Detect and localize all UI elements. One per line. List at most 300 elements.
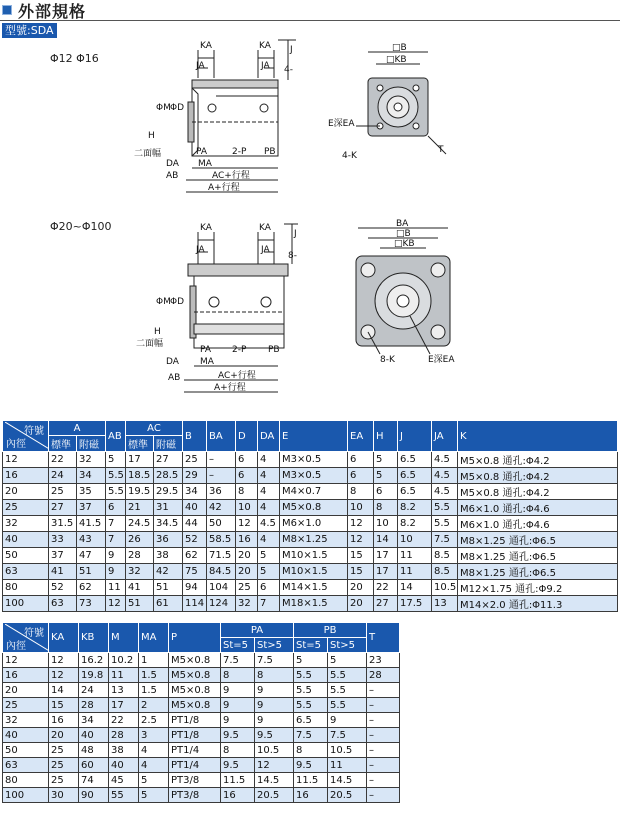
table-cell: 12 — [49, 653, 79, 668]
table-cell: PT3/8 — [169, 773, 221, 788]
table-cell: 4.5 — [432, 484, 458, 500]
table-cell: 5 — [106, 452, 126, 468]
dim-ma: MA — [198, 159, 212, 169]
table-cell: 6 — [106, 500, 126, 516]
table-cell: 37 — [77, 500, 106, 516]
dim-ab: AB — [168, 373, 181, 383]
corner-bore-label: 內徑 — [6, 439, 26, 450]
dim-2p: 2-P — [232, 345, 247, 355]
table-cell: 17 — [109, 698, 139, 713]
table-cell: 4 — [258, 452, 280, 468]
table-cell: 61 — [154, 596, 183, 612]
table-cell: M3×0.5 — [280, 468, 348, 484]
table-cell: 12 — [49, 668, 79, 683]
table-cell: 7 — [106, 532, 126, 548]
table-cell: 51 — [154, 580, 183, 596]
table-cell: 20 — [3, 484, 49, 500]
table-cell: 12 — [236, 516, 258, 532]
table-cell: 9.5 — [255, 728, 294, 743]
table-cell: – — [367, 713, 400, 728]
table-cell: M12×1.75 通孔:Φ9.2 — [458, 580, 618, 596]
dim-8k: 8-K — [380, 355, 395, 365]
table-cell: 28 — [79, 698, 109, 713]
table-row — [3, 484, 618, 500]
table-cell: 43 — [77, 532, 106, 548]
dim-j: J — [290, 45, 293, 55]
table-cell: 6.5 — [398, 484, 432, 500]
table-cell: 1.5 — [139, 683, 169, 698]
table-cell: 32 — [77, 452, 106, 468]
table-cell: 8 — [221, 743, 255, 758]
table-cell: 17 — [374, 564, 398, 580]
table-cell: M8×1.25 通孔:Φ6.5 — [458, 532, 618, 548]
table-cell: 7 — [106, 516, 126, 532]
table-cell: 10.5 — [328, 743, 367, 758]
col-ba: BA — [207, 421, 236, 452]
table-cell: M6×1.0 通孔:Φ4.6 — [458, 516, 618, 532]
table-cell: 33 — [49, 532, 77, 548]
bullet-square-icon — [2, 5, 12, 15]
dim-2p: 2-P — [232, 147, 247, 157]
table-cell: 25 — [49, 758, 79, 773]
dim-kb: □KB — [386, 55, 407, 65]
section-header — [2, 0, 86, 20]
table-cell: – — [367, 773, 400, 788]
table-cell: 22 — [374, 580, 398, 596]
table-cell: 5.5 — [106, 484, 126, 500]
table-cell: 28 — [109, 728, 139, 743]
table-cell: 1.5 — [139, 668, 169, 683]
dim-a-stroke: A+行程 — [208, 183, 240, 193]
table-cell: 14 — [398, 580, 432, 596]
table-cell: M10×1.5 — [280, 548, 348, 564]
table-cell: 38 — [154, 548, 183, 564]
table-cell: 28 — [367, 668, 400, 683]
table-cell: 62 — [77, 580, 106, 596]
table-cell: 114 — [183, 596, 207, 612]
dim-ka-right: KA — [259, 223, 271, 233]
table-cell: 6 — [258, 580, 280, 596]
corner-symbol-label: 符號 — [24, 627, 44, 639]
col-p: P — [169, 623, 221, 653]
table-cell: 23 — [367, 653, 400, 668]
table-cell: 4 — [258, 468, 280, 484]
table-cell: 12 — [3, 452, 49, 468]
table-cell: 6.5 — [294, 713, 328, 728]
table-cell: 5.5 — [328, 698, 367, 713]
table-cell: – — [207, 452, 236, 468]
table-cell: 50 — [3, 743, 49, 758]
dim-pa: PA — [196, 147, 208, 157]
table-cell: 37 — [49, 548, 77, 564]
table-cell: 11 — [328, 758, 367, 773]
col-pa-stgt5: St>5 — [255, 638, 294, 653]
table-cell: 9 — [221, 698, 255, 713]
dim-h: H — [148, 131, 155, 141]
table-cell: 34.5 — [154, 516, 183, 532]
table-cell: 84.5 — [207, 564, 236, 580]
table-cell: – — [367, 683, 400, 698]
table-cell: 20.5 — [328, 788, 367, 803]
table-cell: 51 — [126, 596, 154, 612]
table-cell: 9 — [255, 683, 294, 698]
table-cell: 25 — [3, 500, 49, 516]
spec-table-main-body — [3, 452, 618, 612]
table-cell: 9.5 — [221, 758, 255, 773]
table-cell: 40 — [109, 758, 139, 773]
table-cell: 16 — [3, 468, 49, 484]
table-cell: 9 — [255, 713, 294, 728]
table-cell: 11 — [106, 580, 126, 596]
col-pa-st5: St=5 — [221, 638, 255, 653]
dim-j-count: 4- — [284, 65, 293, 75]
table-cell: 4 — [139, 743, 169, 758]
table-cell: 8 — [294, 743, 328, 758]
table-cell: 5.5 — [294, 683, 328, 698]
table-cell: PT3/8 — [169, 788, 221, 803]
table-cell: 60 — [79, 758, 109, 773]
col-ka: KA — [49, 623, 79, 653]
dim-a-stroke: A+行程 — [214, 383, 246, 393]
table-cell: 8.2 — [398, 500, 432, 516]
table-cell: 3 — [139, 728, 169, 743]
table-cell: 8.2 — [398, 516, 432, 532]
table-cell: M14×2.0 通孔:Φ11.3 — [458, 596, 618, 612]
dim-pb: PB — [264, 147, 276, 157]
spec-table-secondary-body — [3, 653, 400, 803]
col-pa: PA — [221, 623, 294, 638]
table-cell: – — [367, 743, 400, 758]
table-cell: 80 — [3, 580, 49, 596]
table-cell: 58.5 — [207, 532, 236, 548]
table-cell: 24.5 — [126, 516, 154, 532]
table-cell: 50 — [3, 548, 49, 564]
table-row — [3, 743, 400, 758]
table-row — [3, 698, 400, 713]
table-cell: 22 — [49, 452, 77, 468]
table-cell: 8 — [221, 668, 255, 683]
table-cell: 12 — [348, 516, 374, 532]
page-title: 外部規格 — [18, 1, 87, 21]
table-cell: 40 — [79, 728, 109, 743]
table-cell: 6 — [236, 468, 258, 484]
table-cell: 8 — [255, 668, 294, 683]
table-row — [3, 653, 400, 668]
table-cell: 16 — [3, 668, 49, 683]
table-cell: PT1/4 — [169, 758, 221, 773]
table-cell: 45 — [109, 773, 139, 788]
table-cell: 9 — [328, 713, 367, 728]
table-cell: M5×0.8 — [169, 683, 221, 698]
table-cell: 19.8 — [79, 668, 109, 683]
table-cell: 5.5 — [106, 468, 126, 484]
table-cell: 13 — [432, 596, 458, 612]
table-cell: 41.5 — [77, 516, 106, 532]
corner-header — [3, 623, 49, 653]
col-d: D — [236, 421, 258, 452]
table-cell: 10 — [398, 532, 432, 548]
table-cell: 11 — [109, 668, 139, 683]
table-cell: 42 — [207, 500, 236, 516]
table-cell: 74 — [79, 773, 109, 788]
col-a-magnet: 附磁 — [77, 436, 106, 452]
table-cell: 10 — [348, 500, 374, 516]
table-cell: PT1/4 — [169, 743, 221, 758]
table-cell: 52 — [183, 532, 207, 548]
table-row — [3, 468, 618, 484]
table-cell: 38 — [109, 743, 139, 758]
table-cell: 28.5 — [154, 468, 183, 484]
col-pb-st5: St=5 — [294, 638, 328, 653]
dim-b: □B — [396, 229, 411, 239]
dim-e-depth-ea: E深EA — [428, 355, 455, 365]
table-row — [3, 516, 618, 532]
table-cell: 36 — [207, 484, 236, 500]
table-row — [3, 668, 400, 683]
label-two-flats: 二面幅 — [136, 339, 164, 349]
table-cell: 40 — [183, 500, 207, 516]
table-cell: 8.5 — [432, 548, 458, 564]
table-cell: 32 — [3, 713, 49, 728]
table-cell: 27 — [49, 500, 77, 516]
table-cell: 14 — [49, 683, 79, 698]
table-cell: 20 — [348, 580, 374, 596]
table-cell: 25 — [49, 743, 79, 758]
col-j: J — [398, 421, 432, 452]
table-cell: M18×1.5 — [280, 596, 348, 612]
table-cell: 44 — [183, 516, 207, 532]
table-cell: 17.5 — [398, 596, 432, 612]
table-cell: 71.5 — [207, 548, 236, 564]
dim-kb: □KB — [394, 239, 415, 249]
table-cell: 9 — [106, 564, 126, 580]
table-cell: 4 — [258, 532, 280, 548]
table-cell: 12 — [255, 758, 294, 773]
table-cell: 10.5 — [432, 580, 458, 596]
col-k: K — [458, 421, 618, 452]
table-cell: 63 — [3, 564, 49, 580]
table-cell: 29 — [183, 468, 207, 484]
table-cell: 42 — [154, 564, 183, 580]
table-cell: 18.5 — [126, 468, 154, 484]
table-cell: 6 — [236, 452, 258, 468]
dim-b: □B — [392, 43, 407, 53]
table-cell: 16.2 — [79, 653, 109, 668]
dim-ja-right: JA — [261, 61, 270, 71]
table-cell: 25 — [236, 580, 258, 596]
table-cell: 15 — [348, 548, 374, 564]
table-cell: 20 — [348, 596, 374, 612]
table-cell: 94 — [183, 580, 207, 596]
table-cell: 27 — [154, 452, 183, 468]
table-cell: 5 — [328, 653, 367, 668]
table-row — [3, 548, 618, 564]
label-two-flats: 二面幅 — [134, 149, 162, 159]
table-cell: M8×1.25 通孔:Φ6.5 — [458, 548, 618, 564]
corner-header — [3, 421, 49, 452]
table-cell: 16 — [294, 788, 328, 803]
table-cell: 4 — [139, 758, 169, 773]
table-cell: M5×0.8 — [280, 500, 348, 516]
table-row — [3, 773, 400, 788]
table-cell: 36 — [154, 532, 183, 548]
col-pb-stgt5: St>5 — [328, 638, 367, 653]
table-cell: 2 — [139, 698, 169, 713]
dim-ac-stroke: AC+行程 — [212, 171, 250, 181]
table-cell: 5 — [374, 468, 398, 484]
table-cell: 75 — [183, 564, 207, 580]
table-cell: 9 — [221, 713, 255, 728]
table-cell: M8×1.25 — [280, 532, 348, 548]
table-cell: 25 — [49, 484, 77, 500]
table-row — [3, 728, 400, 743]
table-cell: 5.5 — [432, 516, 458, 532]
dim-ma: MA — [200, 357, 214, 367]
table-cell: 63 — [49, 596, 77, 612]
table-cell: M6×1.0 通孔:Φ4.6 — [458, 500, 618, 516]
table-row — [3, 452, 618, 468]
table-cell: 47 — [77, 548, 106, 564]
table-cell: M5×0.8 通孔:Φ4.2 — [458, 484, 618, 500]
table-cell: 17 — [374, 548, 398, 564]
table-cell: – — [367, 788, 400, 803]
col-ea: EA — [348, 421, 374, 452]
table-cell: 4 — [258, 484, 280, 500]
table-cell: 5 — [374, 452, 398, 468]
dim-e-depth-ea: E深EA — [328, 119, 355, 129]
table-cell: 1 — [139, 653, 169, 668]
table-cell: 4.5 — [432, 452, 458, 468]
table-cell: 27 — [374, 596, 398, 612]
spec-table-secondary — [2, 622, 400, 803]
table-cell: 41 — [126, 580, 154, 596]
table-cell: 7 — [258, 596, 280, 612]
dim-ja-right: JA — [261, 245, 270, 255]
table-cell: 6 — [348, 468, 374, 484]
table-cell: 62 — [183, 548, 207, 564]
table-cell: 9 — [221, 683, 255, 698]
table-cell: 6 — [374, 484, 398, 500]
table-cell: 5 — [294, 653, 328, 668]
table-cell: 11.5 — [294, 773, 328, 788]
table-cell: 7.5 — [328, 728, 367, 743]
table-row — [3, 758, 400, 773]
col-e: E — [280, 421, 348, 452]
table-cell: 9 — [106, 548, 126, 564]
dim-phi-d: ΦD — [170, 103, 185, 113]
col-ac-standard: 標準 — [126, 436, 154, 452]
table-cell: 20.5 — [255, 788, 294, 803]
table-row — [3, 788, 400, 803]
table-cell: 20 — [49, 728, 79, 743]
table-cell: 48 — [79, 743, 109, 758]
col-a-standard: 標準 — [49, 436, 77, 452]
table-cell: 2.5 — [139, 713, 169, 728]
table-cell: 12 — [348, 532, 374, 548]
table-cell: M4×0.7 — [280, 484, 348, 500]
dim-ac-stroke: AC+行程 — [218, 371, 256, 381]
table-cell: 9 — [255, 698, 294, 713]
table-cell: 6 — [348, 452, 374, 468]
table-cell: 6.5 — [398, 452, 432, 468]
table-cell: 34 — [79, 713, 109, 728]
dim-ja-left: JA — [196, 245, 205, 255]
col-kb: KB — [79, 623, 109, 653]
table-cell: 16 — [49, 713, 79, 728]
col-ja: JA — [432, 421, 458, 452]
large-bore-side-drawing — [128, 220, 308, 410]
table-cell: 7.5 — [432, 532, 458, 548]
table-cell: 55 — [109, 788, 139, 803]
dim-4k: 4-K — [342, 151, 357, 161]
dim-phi-m: ΦM — [156, 297, 171, 307]
col-ac-magnet: 附磁 — [154, 436, 183, 452]
large-bore-end-drawing — [340, 216, 470, 366]
table-cell: M10×1.5 — [280, 564, 348, 580]
table-cell: 5.5 — [294, 698, 328, 713]
table-cell: M5×0.8 通孔:Φ4.2 — [458, 452, 618, 468]
table-cell: 41 — [49, 564, 77, 580]
col-ac: AC — [126, 421, 183, 436]
table-cell: 13 — [109, 683, 139, 698]
table-cell: 5.5 — [328, 683, 367, 698]
table-row — [3, 683, 400, 698]
dim-ja-left: JA — [196, 61, 205, 71]
table-row — [3, 500, 618, 516]
table-cell: 8 — [374, 500, 398, 516]
table-cell: 4 — [258, 500, 280, 516]
table-cell: 52 — [49, 580, 77, 596]
table-cell: 34 — [183, 484, 207, 500]
table-cell: 21 — [126, 500, 154, 516]
dim-phi-m: ΦM — [156, 103, 171, 113]
table-cell: M3×0.5 — [280, 452, 348, 468]
table-cell: 34 — [77, 468, 106, 484]
table-row — [3, 564, 618, 580]
table-cell: 11 — [398, 548, 432, 564]
table-cell: 5.5 — [328, 668, 367, 683]
table-cell: 14.5 — [255, 773, 294, 788]
corner-bore-label: 內徑 — [6, 640, 26, 652]
table-row — [3, 532, 618, 548]
dim-pb: PB — [268, 345, 280, 355]
table-cell: 16 — [221, 788, 255, 803]
col-b: B — [183, 421, 207, 452]
table-cell: PT1/8 — [169, 728, 221, 743]
col-h: H — [374, 421, 398, 452]
table-cell: 35 — [77, 484, 106, 500]
col-ab: AB — [106, 421, 126, 452]
table-cell: 7.5 — [255, 653, 294, 668]
table-cell: 32 — [126, 564, 154, 580]
table-cell: M14×1.5 — [280, 580, 348, 596]
table-cell: 25 — [3, 698, 49, 713]
table-cell: 22 — [109, 713, 139, 728]
table-cell: 40 — [3, 532, 49, 548]
table-cell: 5 — [258, 548, 280, 564]
dim-j-count: 8- — [288, 251, 297, 261]
table-cell: 51 — [77, 564, 106, 580]
table-cell: 29.5 — [154, 484, 183, 500]
table-cell: 14 — [374, 532, 398, 548]
table-cell: M5×0.8 通孔:Φ4.2 — [458, 468, 618, 484]
corner-symbol-label: 符號 — [24, 426, 44, 437]
table-cell: 17 — [126, 452, 154, 468]
dim-ba: BA — [396, 219, 409, 229]
table-cell: 32 — [236, 596, 258, 612]
table-cell: 100 — [3, 788, 49, 803]
dim-da: DA — [166, 159, 179, 169]
